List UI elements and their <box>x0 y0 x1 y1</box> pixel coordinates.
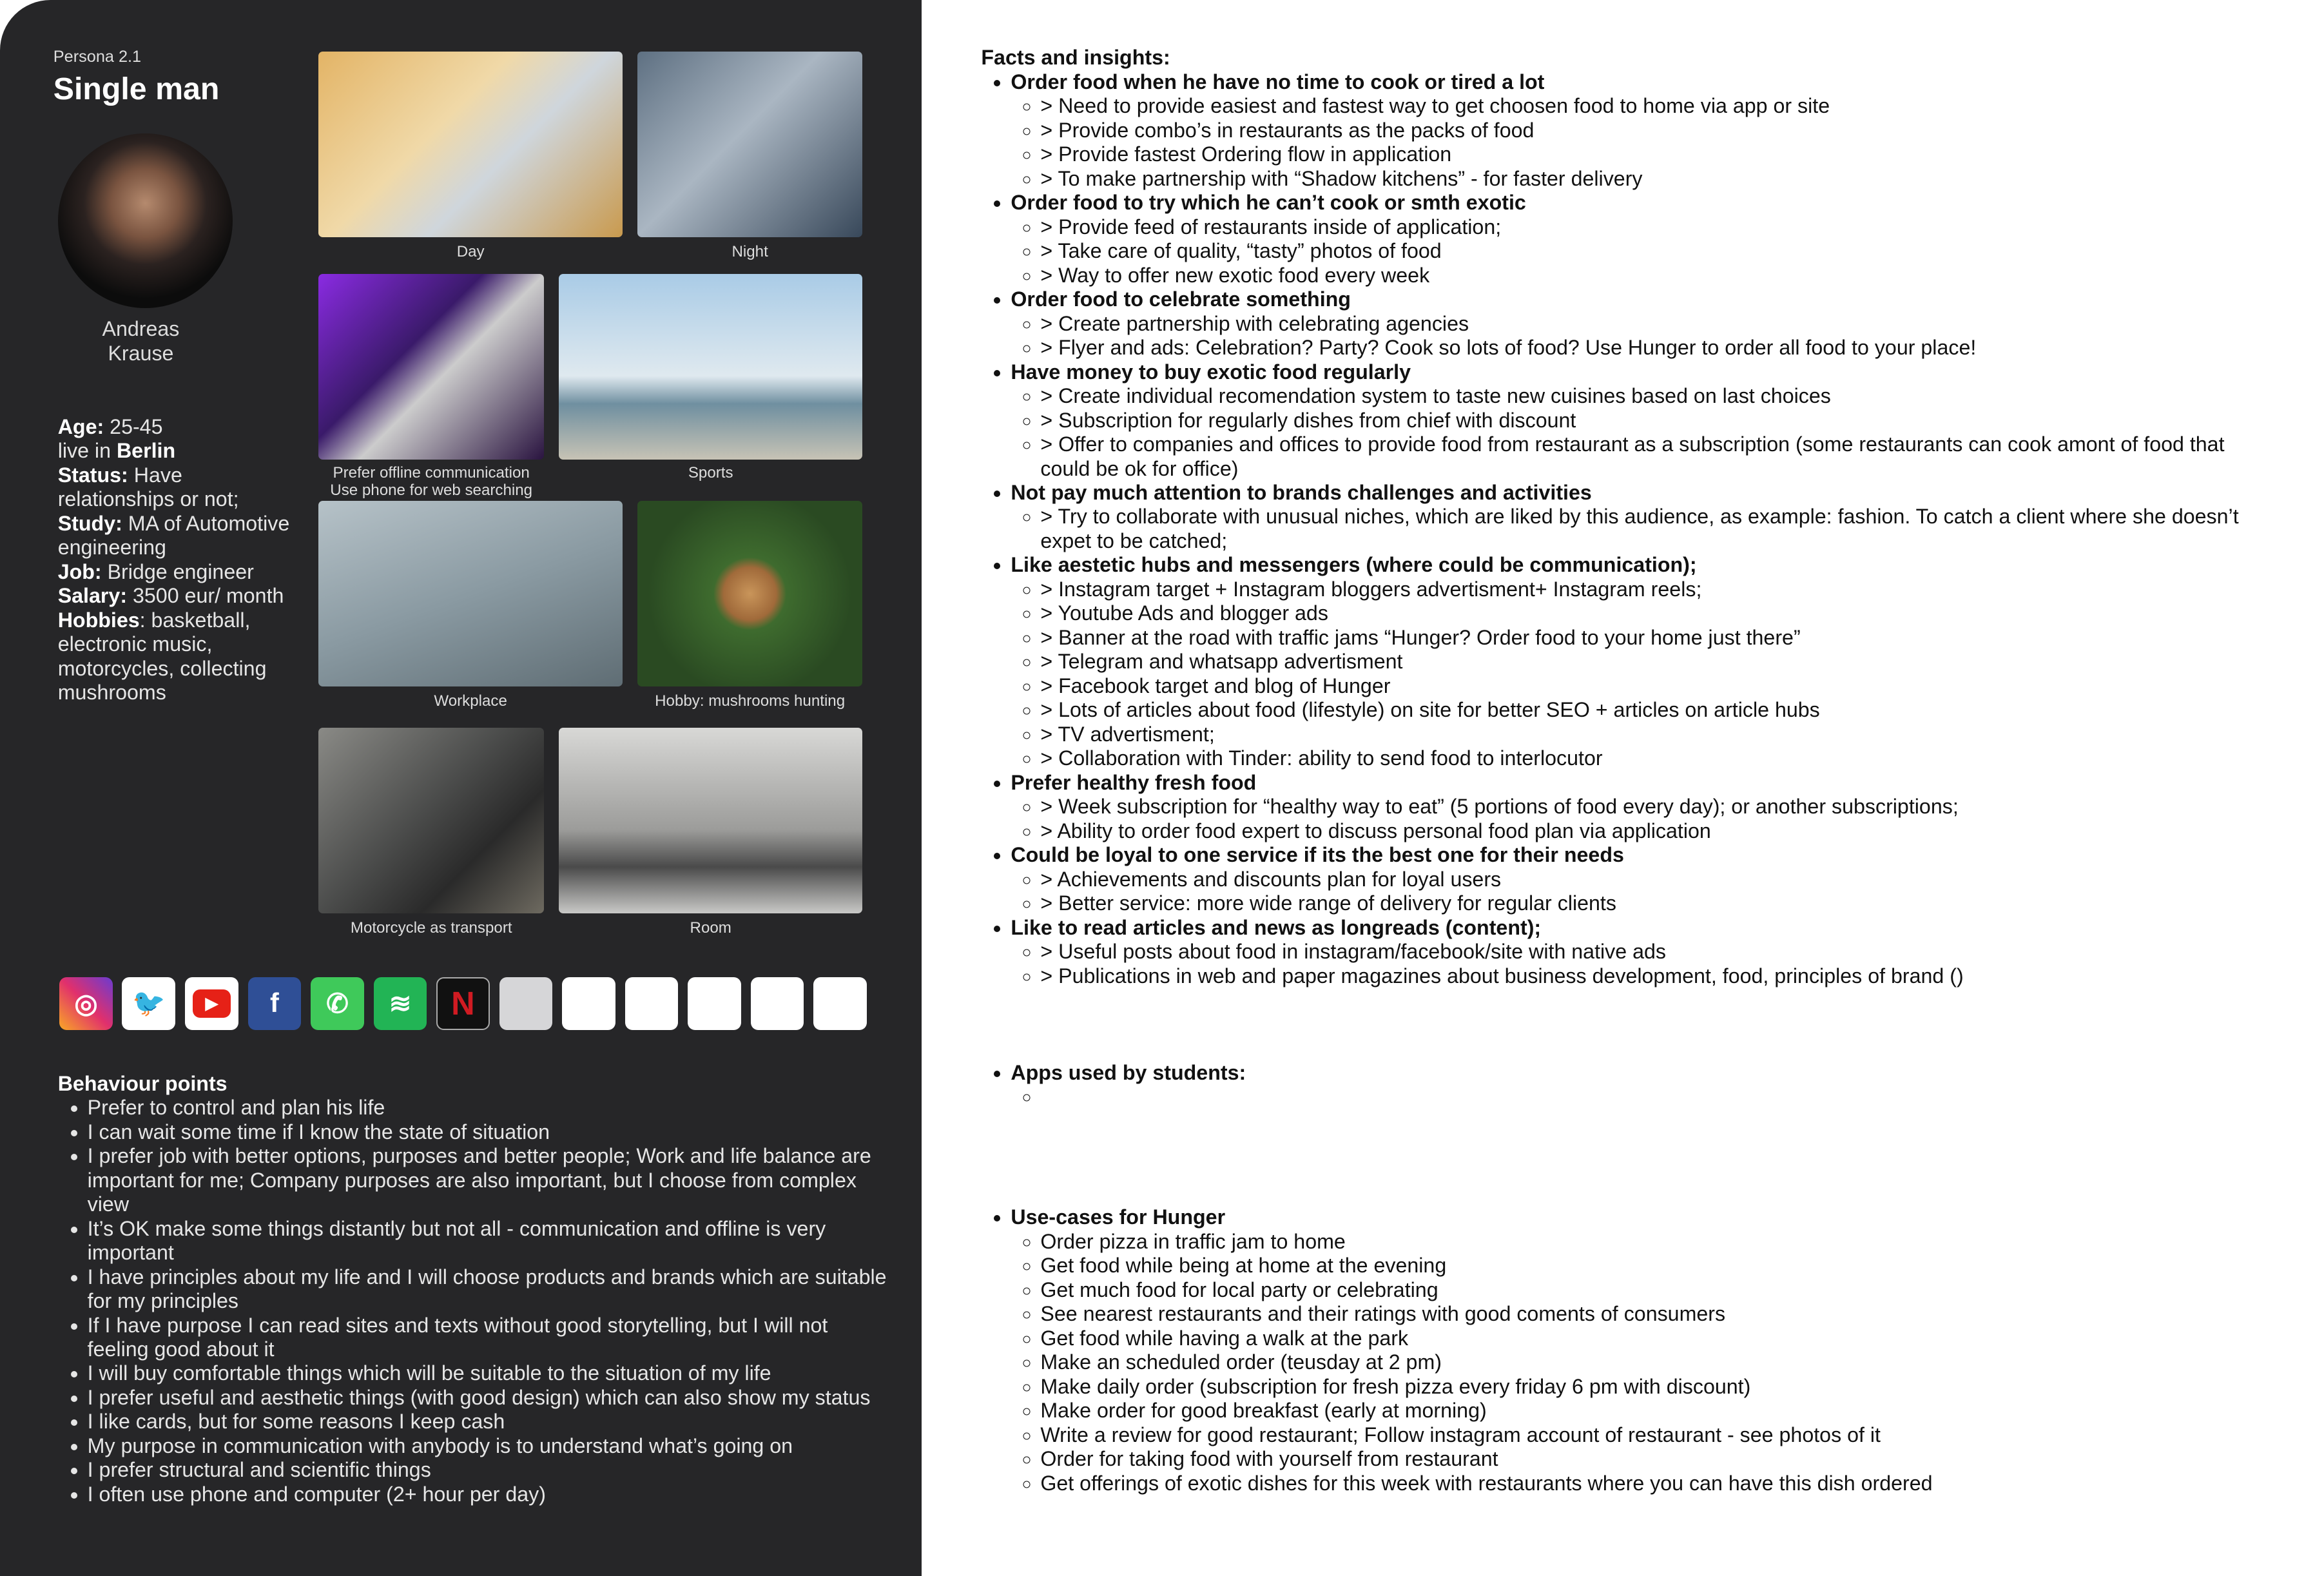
fact-items <box>1011 384 2271 481</box>
first-name: Andreas <box>102 317 180 341</box>
behaviour-title: Behaviour points <box>57 1071 228 1095</box>
caption-sports: Sports <box>688 463 733 482</box>
info-row <box>58 439 295 463</box>
photo-sports <box>559 274 862 459</box>
use-cases-item <box>1011 1205 2271 1495</box>
fact-group-title: Not pay much attention to brands challenges and activities <box>1011 481 1592 504</box>
fact-group-title: Order food to celebrate something <box>1011 287 1351 311</box>
empty-app-slot[interactable] <box>625 977 679 1031</box>
behaviour-item: • It’s OK make some things distantly but not all - communication and offline is very important <box>88 1217 888 1265</box>
caption-phone-line-2: Use phone for web searching <box>330 482 533 500</box>
fact-group <box>1011 70 2271 191</box>
fact-item: ◦ > Flyer and ads: Celebration? Party? Cook so lots of food? Use Hunger to order all food to your place! <box>1040 336 2271 360</box>
fact-item: ◦ > Telegram and whatsapp advertisment <box>1040 650 2271 674</box>
info-value: : basketball, electronic music, motorcycles, collecting mushrooms <box>57 608 267 705</box>
fact-group <box>1011 553 2271 770</box>
fact-group-title: Could be loyal to one service if its the best one for their needs <box>1011 843 1624 867</box>
use-case-item: ◦ See nearest restaurants and their ratings with good coments of consumers <box>1040 1302 2271 1326</box>
fact-items <box>1011 505 2271 553</box>
avatar <box>58 133 233 308</box>
use-case-item: ◦ Get offerings of exotic dishes for this week with restaurants where you can have this dish ordered <box>1040 1472 2271 1495</box>
whatsapp-app-button[interactable] <box>311 977 364 1031</box>
info-row <box>58 415 295 439</box>
info-row <box>58 584 295 608</box>
fact-item: ◦ > Publications in web and paper magazines about business development, food, principles of brand () <box>1040 964 2271 988</box>
info-value: Have relationships or not; <box>57 463 239 511</box>
fact-item: ◦ > Try to collaborate with unusual niches, which are liked by this audience, as example: fashion. To catch a client where she doesn’t expet to be catched; <box>1040 505 2271 553</box>
persona-info <box>58 415 295 705</box>
empty-app-slot[interactable] <box>751 977 804 1031</box>
fact-item: ◦ > Subscription for regularly dishes from chief with discount <box>1040 409 2271 433</box>
info-value: MA of Automotive engineering <box>57 511 290 559</box>
fact-items <box>1011 940 2271 988</box>
fact-item: ◦ > Banner at the road with traffic jams “Hunger? Order food to your home just there” <box>1040 626 2271 650</box>
use-case-item: ◦ Order pizza in traffic jam to home <box>1040 1230 2271 1254</box>
fact-group-title: Have money to buy exotic food regularly <box>1011 360 1411 384</box>
photo-motorcycle <box>318 728 544 913</box>
behaviour-points <box>58 1072 888 1507</box>
whatsapp-icon: ✆ <box>326 988 349 1018</box>
netflix-app-button[interactable] <box>436 977 490 1031</box>
caption-phone <box>308 464 554 500</box>
behaviour-item: • I have principles about my life and I will choose products and brands which are suitable for my principles <box>88 1265 888 1314</box>
behaviour-item: • If I have purpose I can read sites and texts without good storytelling, but I will not feeling good about it <box>88 1314 888 1362</box>
fact-item: ◦ > Provide fastest Ordering flow in application <box>1040 142 2271 166</box>
persona-panel <box>0 0 922 1576</box>
empty-app-slot[interactable] <box>562 977 615 1031</box>
persona-title: Single man <box>53 72 220 107</box>
youtube-app-button[interactable] <box>185 977 238 1031</box>
behaviour-item: • I can wait some time if I know the state of situation <box>88 1120 888 1144</box>
facebook-app-button[interactable] <box>248 977 302 1031</box>
empty-app-slot[interactable] <box>813 977 867 1031</box>
fact-item: ◦ > Useful posts about food in instagram/facebook/site with native ads <box>1040 940 2271 964</box>
info-value: 25-45 <box>104 414 163 438</box>
info-label: Age: <box>57 414 104 438</box>
fact-item: ◦ > Provide combo’s in restaurants as the packs of food <box>1040 119 2271 142</box>
apps-used-title: Apps used by students: <box>1011 1060 1246 1084</box>
use-case-item: ◦ Make daily order (subscription for fresh pizza every friday 6 pm with discount) <box>1040 1375 2271 1399</box>
caption-night: Night <box>731 243 768 261</box>
photo-day <box>318 52 622 237</box>
facebook-icon: f <box>270 988 279 1018</box>
fact-items <box>1011 795 2271 843</box>
use-cases-section <box>981 1205 2271 1495</box>
facts-panel <box>981 46 2271 1495</box>
fact-item: ◦ > Take care of quality, “tasty” photos of food <box>1040 239 2271 263</box>
fact-group-title: Order food to try which he can’t cook or smth exotic <box>1011 191 1526 215</box>
twitter-app-button[interactable] <box>122 977 175 1031</box>
fact-group <box>1011 771 2271 843</box>
fact-group <box>1011 481 2271 553</box>
netflix-icon: N <box>451 985 475 1022</box>
facts-title: Facts and insights: <box>981 46 1170 70</box>
use-case-item: ◦ Order for taking food with yourself from restaurant <box>1040 1447 2271 1471</box>
info-prefix: live in <box>57 439 117 463</box>
fact-group-title: Like to read articles and news as longreads (content); <box>1011 915 1542 939</box>
empty-app-slot[interactable] <box>499 977 553 1031</box>
caption-phone-line-1: Prefer offline communication <box>333 463 530 482</box>
use-case-item: ◦ Get much food for local party or celebrating <box>1040 1278 2271 1302</box>
fact-item: ◦ > TV advertisment; <box>1040 723 2271 746</box>
photo-hobby <box>637 501 863 686</box>
fact-group <box>1011 916 2271 988</box>
info-row <box>58 463 295 512</box>
persona-subtitle: Persona 2.1 <box>53 47 142 66</box>
behaviour-item: • I will buy comfortable things which will be suitable to the situation of my life <box>88 1361 888 1385</box>
fact-item: ◦ > Instagram target + Instagram bloggers advertisment+ Instagram reels; <box>1040 578 2271 601</box>
caption-room: Room <box>690 919 731 937</box>
photo-workplace <box>318 501 622 686</box>
use-cases-title: Use-cases for Hunger <box>1011 1205 1226 1229</box>
youtube-icon: ▶ <box>193 989 231 1018</box>
fact-items <box>1011 215 2271 287</box>
twitter-icon: 🐦 <box>132 987 166 1018</box>
fact-group-title: Prefer healthy fresh food <box>1011 770 1257 794</box>
instagram-app-button[interactable] <box>59 977 113 1031</box>
persona-name <box>59 317 222 365</box>
use-case-item: ◦ Make an scheduled order (teusday at 2 pm) <box>1040 1350 2271 1374</box>
behaviour-item: • My purpose in communication with anybody is to understand what’s going on <box>88 1434 888 1458</box>
fact-item: ◦ > Ability to order food expert to discuss personal food plan via application <box>1040 819 2271 843</box>
info-row <box>58 608 295 705</box>
caption-workplace: Workplace <box>434 692 507 710</box>
info-label: Job: <box>57 559 102 583</box>
fact-group <box>1011 287 2271 360</box>
behaviour-item: • I often use phone and computer (2+ hour per day) <box>88 1483 888 1506</box>
fact-item: ◦ > Offer to companies and offices to provide food from restaurant as a subscription (some restaurants can cook amont of food that could be ok for office) <box>1040 433 2271 481</box>
fact-items <box>1011 94 2271 191</box>
fact-item: ◦ > To make partnership with “Shadow kitchens” - for faster delivery <box>1040 167 2271 191</box>
fact-item: ◦ > Way to offer new exotic food every week <box>1040 264 2271 287</box>
fact-item: ◦ > Lots of articles about food (lifestyle) on site for better SEO + articles on article hubs <box>1040 698 2271 722</box>
fact-items <box>1011 312 2271 360</box>
photo-phone <box>318 274 544 459</box>
info-label: Salary: <box>57 584 128 608</box>
info-label: Status: <box>57 463 128 487</box>
behaviour-item: • I prefer useful and aesthetic things (with good design) which can also show my status <box>88 1386 888 1410</box>
photo-room <box>559 728 862 913</box>
fact-group <box>1011 843 2271 915</box>
fact-item: ◦ > Better service: more wide range of delivery for regular clients <box>1040 891 2271 915</box>
spotify-icon: ≋ <box>389 988 412 1018</box>
behaviour-item: • Prefer to control and plan his life <box>88 1096 888 1120</box>
use-case-item: ◦ Get food while having a walk at the park <box>1040 1327 2271 1350</box>
fact-item: ◦ > Youtube Ads and blogger ads <box>1040 601 2271 625</box>
use-case-item: ◦ Get food while being at home at the evening <box>1040 1254 2271 1278</box>
fact-item: ◦ > Facebook target and blog of Hunger <box>1040 674 2271 698</box>
fact-item: ◦ > Achievements and discounts plan for loyal users <box>1040 868 2271 891</box>
info-city: Berlin <box>116 439 176 463</box>
fact-item: ◦ > Week subscription for “healthy way to eat” (5 portions of food every day); or another subscriptions; <box>1040 795 2271 819</box>
last-name: Krause <box>108 341 174 365</box>
spotify-app-button[interactable] <box>374 977 427 1031</box>
fact-group <box>1011 360 2271 481</box>
facts-list <box>981 70 2271 988</box>
fact-items <box>1011 578 2271 771</box>
behaviour-item: • I prefer structural and scientific things <box>88 1458 888 1482</box>
behaviour-item: • I prefer job with better options, purposes and better people; Work and life balance are important for me; Company purposes are also important, but I choose from complex view <box>88 1144 888 1216</box>
fact-item: ◦ > Create individual recomendation system to taste new cuisines based on last choices <box>1040 384 2271 408</box>
apps-used-empty-item <box>1040 1085 2271 1109</box>
info-label: Hobbies <box>57 608 140 632</box>
photo-night <box>637 52 863 237</box>
caption-hobby: Hobby: mushrooms hunting <box>655 692 846 710</box>
info-row <box>58 560 295 584</box>
fact-item: ◦ > Create partnership with celebrating agencies <box>1040 312 2271 336</box>
fact-group <box>1011 191 2271 287</box>
use-case-item: ◦ Make order for good breakfast (early at morning) <box>1040 1399 2271 1423</box>
caption-motorcycle: Motorcycle as transport <box>350 919 512 937</box>
info-value: Bridge engineer <box>101 559 254 583</box>
fact-items <box>1011 868 2271 916</box>
instagram-icon: ◎ <box>74 988 98 1018</box>
fact-item: ◦ > Provide feed of restaurants inside of application; <box>1040 215 2271 239</box>
apps-used-section <box>981 1061 2271 1109</box>
use-case-item: ◦ Write a review for good restaurant; Follow instagram account of restaurant - see photos of it <box>1040 1423 2271 1447</box>
fact-group-title: Like aestetic hubs and messengers (where could be communication); <box>1011 553 1697 577</box>
caption-day: Day <box>456 243 485 261</box>
apps-used-item <box>1011 1061 2271 1109</box>
info-value: 3500 eur/ month <box>127 584 284 608</box>
fact-item: ◦ > Need to provide easiest and fastest way to get choosen food to home via app or site <box>1040 94 2271 118</box>
fact-item: ◦ > Collaboration with Tinder: ability to send food to interlocutor <box>1040 746 2271 770</box>
info-row <box>58 512 295 560</box>
empty-app-slot[interactable] <box>688 977 741 1031</box>
behaviour-item: • I like cards, but for some reasons I keep cash <box>88 1410 888 1434</box>
info-label: Study: <box>57 511 122 535</box>
behaviour-list <box>58 1096 888 1506</box>
fact-group-title: Order food when he have no time to cook or tired a lot <box>1011 70 1545 93</box>
